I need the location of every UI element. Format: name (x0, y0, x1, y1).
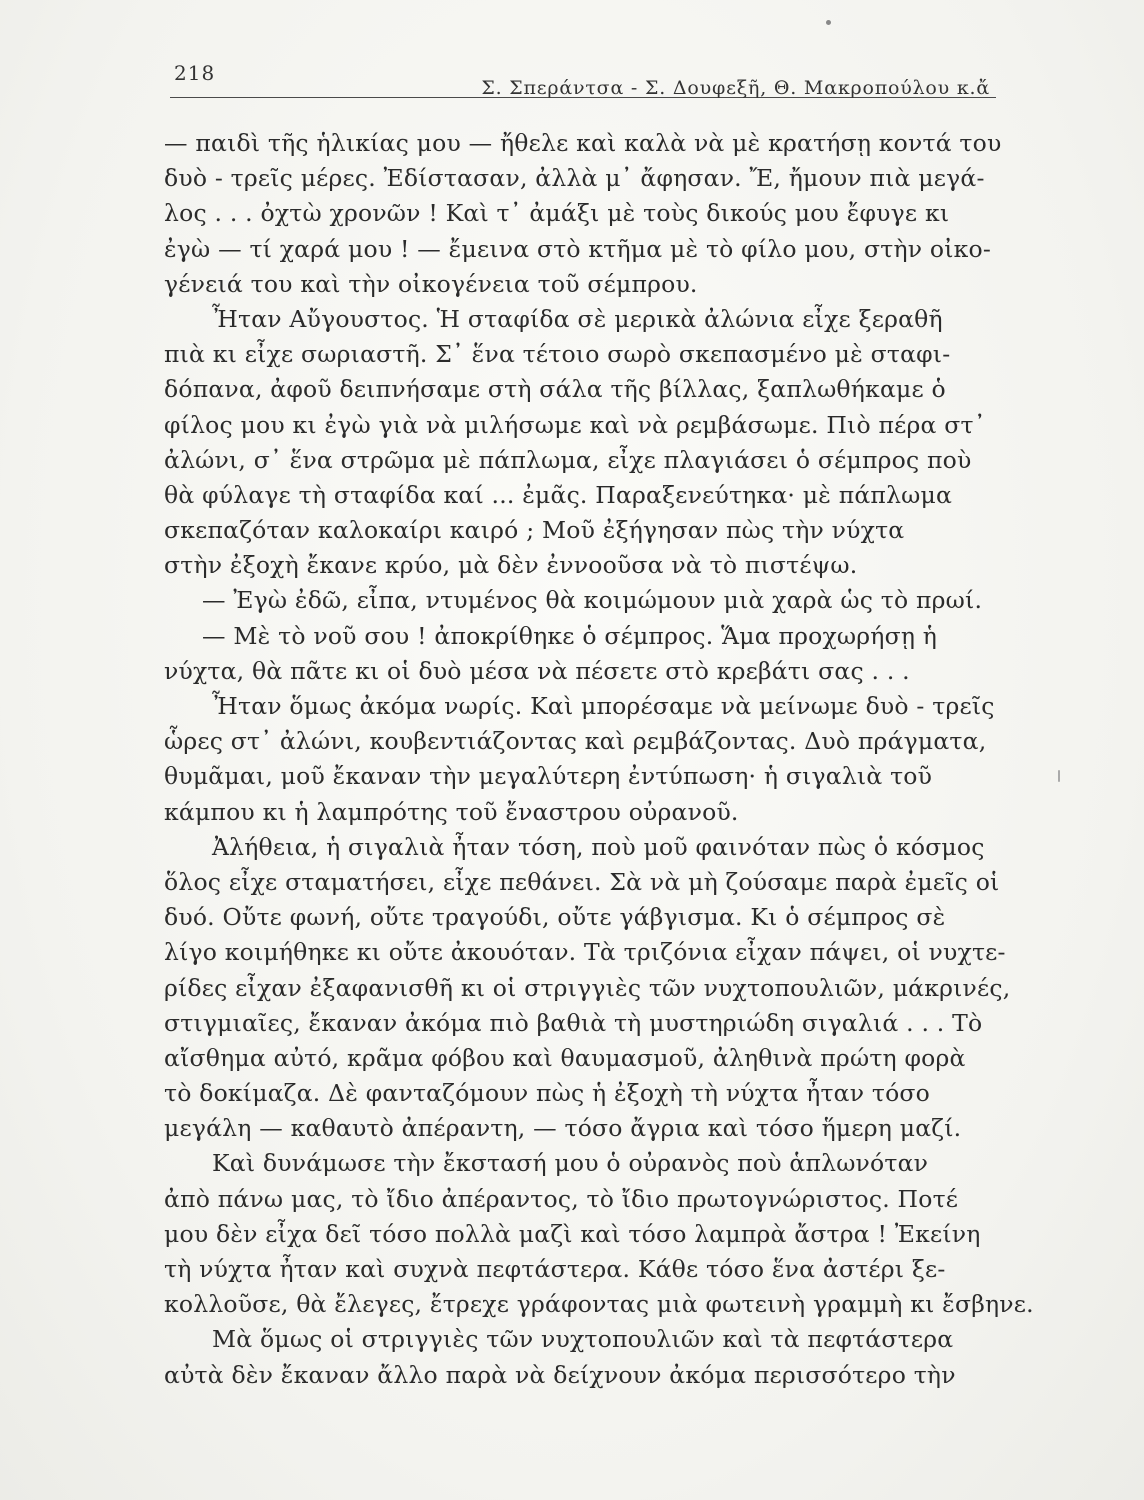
text-line: αὐτὰ δὲν ἔκαναν ἄλλο παρὰ νὰ δείχνουν ἀκόμα περισσότερο τὴν (164, 1360, 956, 1389)
scan-speck (1058, 770, 1060, 782)
text-line: Ἦταν Αὔγουστος. Ἡ σταφίδα σὲ μερικὰ ἀλώνια εἶχε ξεραθῆ (212, 304, 943, 333)
body-text (164, 126, 1034, 1393)
text-line: νύχτα, θὰ πᾶτε κι οἱ δυὸ μέσα νὰ πέσετε στὸ κρεβάτι σας . . . (164, 656, 910, 685)
text-line: ἀλώνι, σ᾿ ἕνα στρῶμα μὲ πάπλωμα, εἶχε πλαγιάσει ὁ σέμπρος ποὺ (164, 445, 972, 474)
text-line: μεγάλη — καθαυτὸ ἀπέραντη, — τόσο ἄγρια καὶ τόσο ἥμερη μαζί. (164, 1114, 962, 1143)
text-line: μου δὲν εἶχα δεῖ τόσο πολλὰ μαζὶ καὶ τόσο λαμπρὰ ἄστρα ! Ἐκείνη (164, 1219, 981, 1248)
text-line: δόπανα, ἀφοῦ δειπνήσαμε στὴ σάλα τῆς βίλλας, ξαπλωθήκαμε ὁ (164, 375, 946, 404)
text-line: στιγμιαῖες, ἔκαναν ἀκόμα πιὸ βαθιὰ τὴ μυστηριώδη σιγαλιά . . . Τὸ (164, 1008, 983, 1037)
text-line: στὴν ἐξοχὴ ἔκανε κρύο, μὰ δὲν ἐννοοῦσα νὰ τὸ πιστέψω. (164, 551, 858, 580)
text-line: δυό. Οὔτε φωνή, οὔτε τραγούδι, οὔτε γάβγισμα. Κι ὁ σέμπρος σὲ (164, 903, 946, 932)
text-line: κάμπου κι ἡ λαμπρότης τοῦ ἔναστρου οὐρανοῦ. (164, 797, 739, 826)
text-line: ὅλος εἶχε σταματήσει, εἶχε πεθάνει. Σὰ νὰ μὴ ζούσαμε παρὰ ἐμεῖς οἱ (164, 867, 1000, 896)
running-head: Σ. Σπεράντσα - Σ. Δουφεξῆ, Θ. Μακροπούλου κ.ἄ (481, 77, 990, 99)
text-line: κολλοῦσε, θὰ ἔλεγες, ἔτρεχε γράφοντας μιὰ φωτεινὴ γραμμὴ κι ἔσβηνε. (164, 1290, 1034, 1319)
text-line: θὰ φύλαγε τὴ σταφίδα καί ... ἐμᾶς. Παραξενεύτηκα· μὲ πάπλωμα (164, 480, 953, 509)
text-line: Μὰ ὅμως οἱ στριγγιὲς τῶν νυχτοπουλιῶν καὶ τὰ πεφτάστερα (212, 1325, 954, 1354)
text-line: Καὶ δυνάμωσε τὴν ἔκστασή μου ὁ οὐρανὸς ποὺ ἁπλωνόταν (212, 1149, 929, 1178)
scan-speck (826, 20, 831, 25)
text-line: αἴσθημα αὐτό, κρᾶμα φόβου καὶ θαυμασμοῦ, ἀληθινὰ πρώτη φορὰ (164, 1043, 966, 1072)
text-line: πιὰ κι εἶχε σωριαστῆ. Σ᾿ ἕνα τέτοιο σωρὸ σκεπασμένο μὲ σταφι- (164, 340, 951, 369)
text-line: — παιδὶ τῆς ἡλικίας μου — ἤθελε καὶ καλὰ νὰ μὲ κρατήσῃ κοντά του (164, 129, 1002, 157)
text-line: ἐγὼ — τί χαρά μου ! — ἔμεινα στὸ κτῆμα μὲ τὸ φίλο μου, στὴν οἰκο- (164, 234, 992, 263)
text-line: ἀπὸ πάνω μας, τὸ ἴδιο ἀπέραντος, τὸ ἴδιο πρωτογνώριστος. Ποτέ (164, 1184, 959, 1213)
text-line: — Μὲ τὸ νοῦ σου ! ἀποκρίθηκε ὁ σέμπρος. Ἅμα προχωρήσῃ ἡ (202, 621, 938, 650)
text-line: — Ἐγὼ ἐδῶ, εἶπα, ντυμένος θὰ κοιμώμουν μιὰ χαρὰ ὡς τὸ πρωί. (202, 586, 983, 615)
text-line: γένειά του καὶ τὴν οἰκογένεια τοῦ σέμπρου. (164, 269, 698, 298)
text-line: λίγο κοιμήθηκε κι οὔτε ἀκουόταν. Τὰ τριζόνια εἶχαν πάψει, οἱ νυχτε- (164, 938, 1006, 967)
text-line: Ἦταν ὅμως ἀκόμα νωρίς. Καὶ μπορέσαμε νὰ μείνωμε δυὸ - τρεῖς (212, 692, 995, 720)
page-header (170, 55, 996, 98)
text-line: φίλος μου κι ἐγὼ γιὰ νὰ μιλήσωμε καὶ νὰ ρεμβάσωμε. Πιὸ πέρα στ᾿ (164, 410, 986, 439)
text-line: τὸ δοκίμαζα. Δὲ φανταζόμουν πὼς ἡ ἐξοχὴ τὴ νύχτα ἦταν τόσο (164, 1079, 931, 1108)
text-line: τὴ νύχτα ἦταν καὶ συχνὰ πεφτάστερα. Κάθε τόσο ἕνα ἀστέρι ξε- (164, 1255, 946, 1283)
page-number: 218 (174, 61, 216, 85)
text-line: ρίδες εἶχαν ἐξαφανισθῆ κι οἱ στριγγιὲς τῶν νυχτοπουλιῶν, μάκρινές, (164, 973, 1011, 1002)
text-line: ὧρες στ᾿ ἀλώνι, κουβεντιάζοντας καὶ ρεμβάζοντας. Δυὸ πράγματα, (164, 727, 987, 756)
text-line: θυμᾶμαι, μοῦ ἔκαναν τὴν μεγαλύτερη ἐντύπωση· ἡ σιγαλιὰ τοῦ (164, 762, 933, 791)
text-line: λος . . . ὀχτὼ χρονῶν ! Καὶ τ᾿ ἀμάξι μὲ τοὺς δικούς μου ἔφυγε κι (164, 199, 950, 228)
text-line: σκεπαζόταν καλοκαίρι καιρό ; Μοῦ ἐξήγησαν πὼς τὴν νύχτα (164, 516, 905, 545)
text-line: δυὸ - τρεῖς μέρες. Ἐδίστασαν, ἀλλὰ μ᾿ ἄφησαν. Ἔ, ἤμουν πιὰ μεγά- (164, 164, 985, 193)
text-line: Ἀλήθεια, ἡ σιγαλιὰ ἦταν τόση, ποὺ μοῦ φαινόταν πὼς ὁ κόσμος (212, 832, 985, 861)
